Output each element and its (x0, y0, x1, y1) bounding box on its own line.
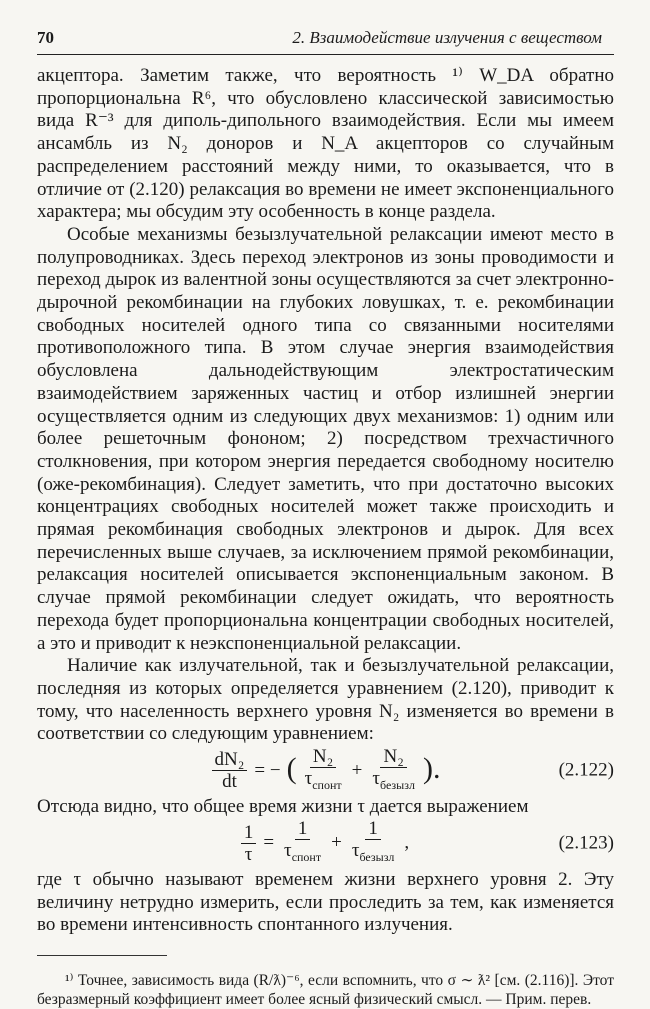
running-head (37, 28, 614, 48)
eq1-plus: + (351, 759, 363, 781)
eq1-lhs-denominator: dt (222, 771, 237, 793)
eq1-term1-fraction (302, 747, 345, 796)
eq1-lhs-fraction (212, 750, 248, 792)
eq1-term1-denominator (302, 768, 345, 796)
page-number: 70 (37, 28, 54, 47)
eq2-term2-subscript: безызл (359, 850, 395, 865)
eq2-term1-tau: τ (284, 840, 292, 862)
eq2-lhs-denominator: τ (244, 843, 253, 865)
eq1-term1-tau: τ (304, 767, 313, 789)
eq1-term2-numerator: N₂ (380, 747, 406, 768)
eq2-number: (2.123) (558, 832, 614, 854)
eq2-term1-numerator: 1 (295, 819, 311, 840)
chapter-title: 2. Взаимодействие излучения с веществом (292, 28, 602, 47)
eq1-lhs-numerator: dN₂ (212, 750, 248, 771)
paragraph-4: Отсюда видно, что общее время жизни τ дается выражением (37, 796, 529, 818)
equation-2-123 (37, 819, 614, 869)
eq1-term1-numerator: N₂ (310, 747, 336, 768)
body-text (37, 65, 614, 937)
eq2-plus: + (331, 832, 342, 854)
eq2-term2-fraction (349, 819, 398, 868)
eq1-term2-subscript: безызл (380, 777, 415, 792)
paragraph-1: акцептора. Заметим также, что вероятность ¹⁾ W_DA обратно пропорциональна R⁶, что обусловлено классической зависимостью вида R⁻³ для диполь-дипольного взаимодействия. Если мы имеем ансамбль из N₂ доноров и N_A акцепторов со случайным распределением расстояний между ними, то оказывается, что в отличие от (2.120) релаксация во времени не имеет экспоненциального характера; мы обсудим эту особенность в конце раздела. (37, 65, 614, 223)
eq2-term2-numerator: 1 (365, 819, 381, 840)
paragraph-3: Наличие как излучательной, так и безызлучательной релаксации, последняя из которых определяется уравнением (2.120), приводит к тому, что населенность верхнего уровня N₂ изменяется во времени в соответствии со следующим уравнением: (37, 655, 614, 745)
eq1-term2-denominator (369, 768, 418, 796)
eq2-equals: = (263, 832, 275, 854)
eq2-term1-subscript: спонт (291, 850, 322, 865)
eq1-equals: = − (254, 759, 281, 781)
eq1-term2-tau: τ (372, 767, 380, 789)
eq1-term1-subscript: спонт (312, 777, 342, 792)
eq2-term1-fraction (281, 819, 324, 868)
footnote: ¹⁾ Точнее, зависимость вида (R/ƛ)⁻⁶, если вспомнить, что σ ∼ ƛ² [см. (2.116)]. Этот безразмерный коэффициент имеет более ясный физический смысл. — Прим. перев. (37, 972, 614, 1009)
eq1-term2-fraction (369, 747, 418, 796)
paragraph-2: Особые механизмы безызлучательной релаксации имеют место в полупроводниках. Здесь переход электронов из зоны проводимости и переход дырок из валентной зоны осуществляются за счет электронно-дырочной рекомбинации на глубоких ловушках, т. е. рекомбинации свободных носителей одного типа со связанными носителями противоположного типа. В этом случае энергия взаимодействия обусловлена дальнодействующим электростатическим взаимодействием заряженных частиц и отбор излишней энергии осуществляется одним из следующих двух механизмов: 1) одним или более решеточным фононом; 2) посредством трехчастичного столкновения, при котором энергия передается свободному носителю (оже-рекомбинация). Следует заметить, что при достаточно высоких концентрациях свободных носителей может также происходить и прямая рекомбинация свободных электронов и дырок. Для всех перечисленных выше случаев, за исключением прямой рекомбинации, релаксация носителей описывается экспоненциальным законом. В случае прямой рекомбинации следует ожидать, что вероятность перехода будет пропорциональна концентрации свободных носителей, а это и приводит к неэкспоненциальной релаксации. (37, 223, 614, 654)
eq2-comma: , (404, 832, 410, 854)
eq2-term1-denominator (281, 840, 324, 868)
eq1-close-paren: ). (422, 752, 441, 786)
eq2-lhs-fraction (241, 823, 257, 865)
equation-2-122 (37, 746, 614, 796)
footnote-rule (37, 955, 167, 956)
eq2-lhs-numerator: 1 (241, 823, 257, 844)
eq2-term2-tau: τ (351, 840, 360, 862)
eq2-term2-denominator (349, 840, 398, 868)
paragraph-5: где τ обычно называют временем жизни верхнего уровня 2. Эту величину нетрудно измерить, если проследить за тем, как изменяется во времени интенсивность спонтанного излучения. (37, 868, 614, 936)
header-rule (37, 54, 614, 55)
eq1-open-paren: ( (286, 752, 297, 786)
eq1-number: (2.122) (558, 759, 614, 781)
